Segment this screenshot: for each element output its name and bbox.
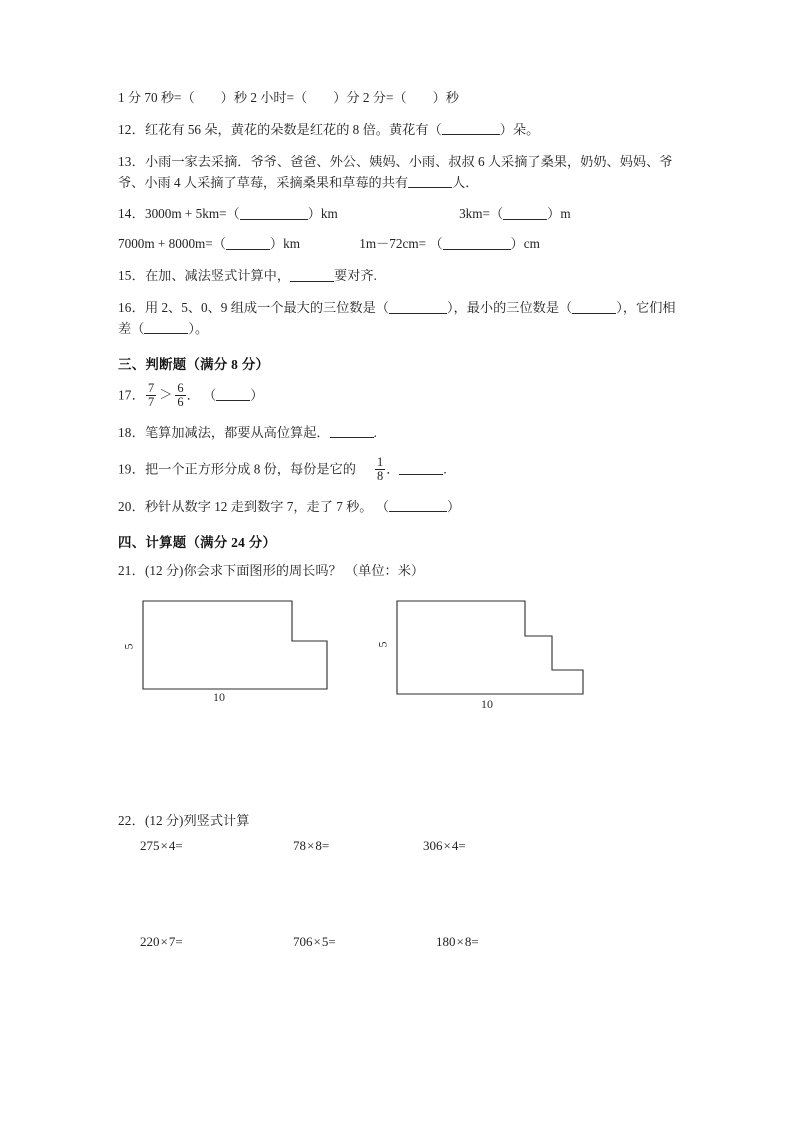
calc-operand-a: 220 (140, 934, 160, 950)
question-16-number: 16． (118, 300, 145, 316)
question-21 (118, 561, 678, 582)
fraction-numerator: 6 (177, 380, 184, 395)
question-17-blank[interactable] (216, 388, 250, 401)
question-15-text-a: 在加、减法竖式计算中， (144, 268, 291, 284)
question-21-number: 21． (118, 562, 145, 578)
calc-equals: = (175, 934, 183, 950)
calc-item-78x8[interactable] (293, 838, 329, 854)
question-19 (118, 454, 678, 484)
calc-operand-b: 7 (168, 934, 176, 950)
calc-item-306x4[interactable] (423, 838, 466, 854)
figure-left-shape (136, 593, 356, 705)
multiply-icon: × (160, 934, 168, 950)
calc-item-706x5[interactable] (293, 934, 336, 950)
calc-row-1 (118, 838, 678, 934)
question-14-text-c: 3km=（ (459, 206, 504, 222)
question-14-text-d: ）m (547, 206, 571, 222)
fraction-seven-sevenths (146, 382, 156, 409)
question-19-text-c: . (443, 461, 447, 477)
question-19-text-a: 把一个正方形分成 8 份，每份是它的 (144, 461, 356, 477)
question-12-number: 12． (118, 121, 145, 137)
question-19-text-b: ． (386, 461, 400, 477)
question-14-text-e: 7000m + 8000m=（ (118, 236, 226, 252)
question-16-text-b: ），最小的三位数是（ (446, 300, 573, 316)
q11-text-b: ）秒 2 小时=（ (220, 90, 308, 105)
question-16-blank-c[interactable] (144, 321, 188, 334)
figure-left-width-label: 10 (213, 690, 225, 705)
q11-text-a: 1 分 70 秒=（ (118, 90, 195, 105)
question-22 (118, 811, 678, 832)
question-14-line-2 (118, 234, 678, 255)
question-12-blank[interactable] (442, 122, 500, 135)
fraction-denominator: 8 (376, 468, 384, 483)
exam-content (118, 88, 678, 1030)
question-18-number: 18． (118, 424, 145, 440)
figure-right-shape (390, 593, 600, 705)
question-12-text-b: ）朵。 (499, 121, 540, 137)
question-20-number: 20． (118, 498, 145, 514)
question-16-text-c: ），它们相差（ (118, 300, 676, 336)
multiply-icon: × (456, 934, 464, 950)
fraction-denominator: 7 (147, 394, 155, 409)
multiply-icon: × (443, 838, 451, 854)
calc-operand-a: 275 (140, 838, 160, 854)
calc-operand-b: 5 (321, 934, 329, 950)
calc-operand-a: 706 (293, 934, 313, 950)
question-17 (118, 380, 678, 410)
calc-equals: = (458, 838, 466, 854)
left-polygon (143, 601, 327, 689)
question-13-text-b: 人． (452, 174, 479, 190)
question-13-text-a: 小雨一家去采摘．爷爷、爸爸、外公、姨妈、小雨、叔叔 6 人采摘了桑果，奶奶、妈妈、爷爷、小雨 4 人采摘了草莓，采摘桑果和草莓的共有 (118, 153, 673, 190)
question-22-text: (12 分)列竖式计算 (144, 813, 250, 829)
figure-right (375, 593, 600, 712)
greater-than-sign: ＞ (159, 387, 173, 403)
calc-operand-b: 4 (451, 838, 459, 854)
multiply-icon: × (160, 838, 168, 854)
calc-item-180x8[interactable] (436, 934, 479, 950)
multiply-icon: × (307, 838, 315, 854)
fraction-denominator: 6 (177, 394, 184, 409)
q11-text-d: ）秒 (432, 90, 459, 105)
question-15-number: 15． (118, 268, 145, 284)
question-14-text-h: ）cm (510, 236, 540, 252)
fraction-numerator: 1 (376, 454, 384, 469)
perimeter-figures (118, 593, 678, 725)
calc-operand-b: 8 (315, 838, 322, 854)
question-18 (118, 423, 678, 444)
question-16-blank-a[interactable] (389, 300, 447, 313)
fraction-numerator: 7 (147, 380, 155, 395)
fraction-six-sixths (175, 382, 185, 409)
figure-right-width-label: 10 (481, 697, 493, 712)
question-14-blank-a[interactable] (240, 207, 308, 220)
right-polygon (397, 601, 583, 694)
calc-operand-a: 180 (436, 934, 456, 950)
question-17-number: 17． (118, 387, 145, 403)
calc-equals: = (328, 934, 336, 950)
question-15-blank[interactable] (290, 269, 334, 282)
calc-equals: = (321, 838, 330, 854)
calc-row-2 (118, 934, 678, 1030)
question-16-blank-b[interactable] (572, 300, 616, 313)
question-18-text-b: . (373, 424, 377, 440)
question-14-line-1 (118, 204, 678, 225)
question-11-tail (118, 88, 678, 109)
question-18-blank[interactable] (330, 425, 374, 438)
figure-right-height-label: 5 (375, 641, 390, 648)
question-14-blank-c[interactable] (226, 237, 270, 250)
question-16-text-d: ）。 (188, 320, 209, 336)
question-17-text-a: ． （ (186, 387, 217, 403)
question-20-text-a: 秒针从数字 12 走到数字 7，走了 7 秒。 （ (144, 498, 389, 514)
question-14-text-a: 3000m + 5km=（ (144, 206, 240, 222)
fraction-one-eighth (375, 456, 385, 483)
question-13-blank[interactable] (408, 175, 452, 188)
question-12-text-a: 红花有 56 朵，黄花的朵数是红花的 8 倍。黄花有（ (144, 121, 442, 137)
question-19-number: 19． (118, 461, 145, 477)
q11-text-c: ）分 2 分=（ (333, 90, 407, 105)
question-14-text-b: ）km (307, 206, 338, 222)
question-16-text-a: 用 2、5、0、9 组成一个最大的三位数是（ (144, 300, 389, 316)
question-14-text-f: ）km (269, 236, 300, 252)
question-12 (118, 120, 678, 141)
question-19-blank[interactable] (399, 462, 443, 475)
question-18-text-a: 笔算加减法，都要从高位算起． (144, 424, 330, 440)
calc-equals: = (471, 934, 479, 950)
section-heading-four: 四、计算题（满分 24 分） (118, 534, 277, 550)
question-14-number: 14． (118, 206, 145, 222)
question-20-blank[interactable] (389, 499, 447, 512)
calc-operand-a: 78 (293, 838, 306, 854)
calc-item-275x4[interactable] (140, 838, 183, 854)
question-14-blank-d[interactable] (443, 237, 511, 250)
question-14-text-g: 1m－72cm= （ (359, 236, 443, 252)
question-20-text-b: ） (446, 498, 461, 514)
figure-left-height-label: 5 (121, 643, 136, 650)
question-21-text: (12 分)你会求下面图形的周长吗？ （单位：米） (144, 562, 425, 578)
calc-operand-b: 8 (464, 934, 472, 950)
vertical-calculation-grid (118, 838, 678, 1030)
calc-item-220x7[interactable] (140, 934, 183, 950)
section-heading-three: 三、判断题（满分 8 分） (118, 356, 270, 372)
multiply-icon: × (313, 934, 321, 950)
calc-operand-b: 4 (168, 838, 176, 854)
question-17-text-b: ） (250, 387, 264, 403)
question-22-number: 22． (118, 813, 145, 829)
question-15 (118, 266, 678, 287)
question-20 (118, 497, 678, 518)
question-15-text-b: 要对齐. (334, 268, 377, 284)
calc-operand-a: 306 (423, 838, 443, 854)
calc-equals: = (175, 838, 183, 854)
question-16 (118, 298, 678, 340)
question-13 (118, 152, 678, 194)
question-14-blank-b[interactable] (503, 207, 547, 220)
question-13-number: 13． (118, 153, 145, 169)
figure-left (121, 593, 356, 705)
